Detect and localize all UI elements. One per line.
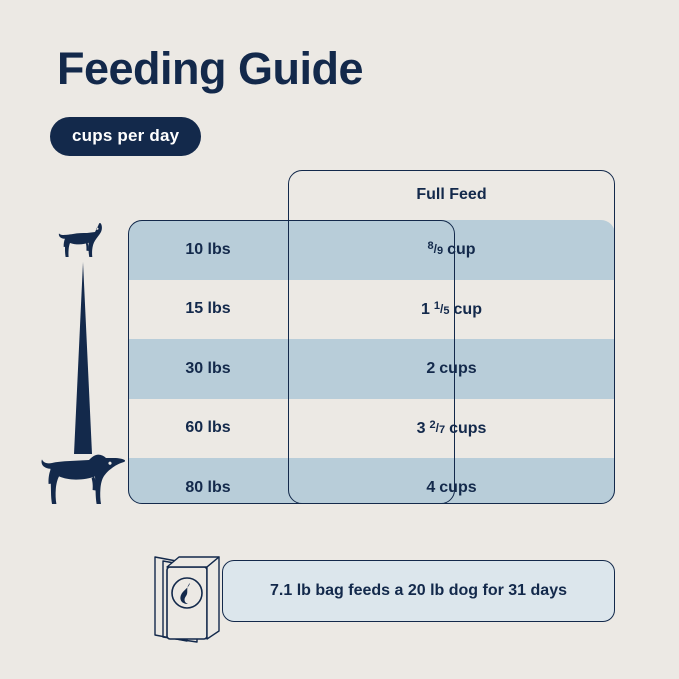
amount-fraction: 1/5: [433, 299, 450, 317]
table-row: [128, 399, 615, 459]
cell-amount: [288, 419, 615, 438]
subtitle-pill: cups per day: [50, 117, 201, 156]
amount-unit: cups: [439, 478, 477, 496]
table-row: [128, 458, 615, 504]
amount-fraction: 2/7: [429, 418, 446, 436]
bag-duration-callout: 7.1 lb bag feeds a 20 lb dog for 31 days: [222, 560, 615, 622]
cell-amount: [288, 360, 615, 378]
food-bag-icon: [141, 543, 241, 643]
cell-amount: [288, 300, 615, 319]
amount-whole: 4: [426, 478, 436, 496]
table-row: [128, 280, 615, 340]
cell-weight: 60 lbs: [185, 419, 231, 437]
amount-whole: 2: [426, 359, 436, 377]
small-dog-icon: [54, 222, 110, 262]
page-title: Feeding Guide: [57, 43, 364, 94]
table-row: [128, 220, 615, 280]
size-scale-wedge: [66, 262, 100, 454]
cell-amount: [288, 240, 615, 259]
large-dog-icon: [40, 452, 126, 508]
cell-weight: 30 lbs: [185, 359, 231, 377]
feeding-table: [128, 170, 615, 504]
amount-fraction: 8/9: [427, 240, 444, 258]
amount-unit: cup: [447, 241, 476, 259]
table-rows: [128, 220, 615, 504]
cell-weight: 15 lbs: [185, 300, 231, 318]
amount-unit: cups: [439, 359, 477, 377]
cell-weight: 10 lbs: [185, 240, 231, 258]
amount-unit: cup: [453, 300, 482, 318]
table-column-header: Full Feed: [416, 186, 487, 203]
amount-whole: 3: [416, 419, 426, 437]
amount-whole: 1: [421, 300, 430, 318]
amount-unit: cups: [449, 419, 487, 437]
cell-weight: 80 lbs: [185, 478, 231, 496]
cell-amount: [288, 479, 615, 497]
table-row: [128, 339, 615, 399]
